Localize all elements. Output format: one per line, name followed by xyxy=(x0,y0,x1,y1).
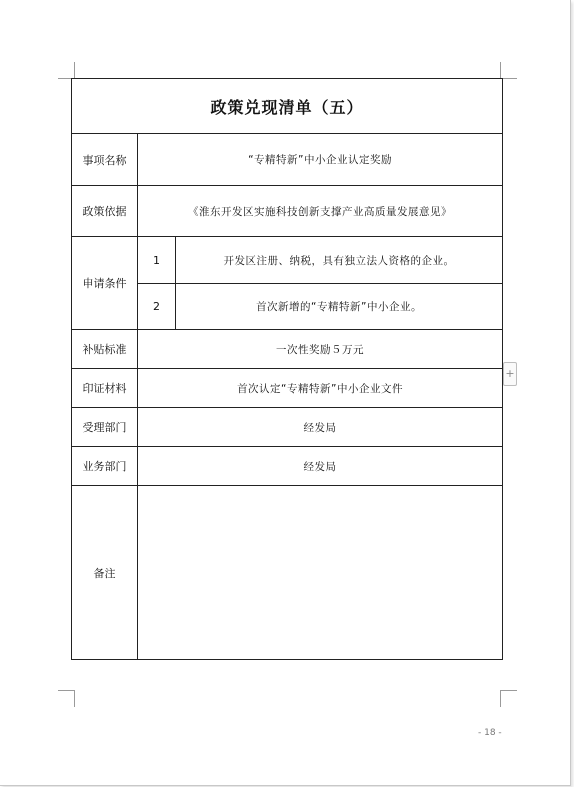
side-expand-tab[interactable]: + xyxy=(503,362,517,386)
page-title: 政策兑现清单（五） xyxy=(72,79,503,134)
condition-index: 2 xyxy=(138,284,176,330)
crop-mark-bottom-left xyxy=(58,690,75,707)
page-number: - 18 - xyxy=(478,728,502,738)
conditions-label: 申请条件 xyxy=(72,237,138,330)
crop-mark-bottom-right xyxy=(500,690,517,707)
remarks-value[interactable] xyxy=(138,486,503,660)
handling-dept-value: 经发局 xyxy=(138,408,503,447)
subsidy-label: 补贴标准 xyxy=(72,330,138,369)
condition-text: 开发区注册、纳税，具有独立法人资格的企业。 xyxy=(176,237,503,284)
item-name-label: 事项名称 xyxy=(72,134,138,186)
handling-dept-label: 受理部门 xyxy=(72,408,138,447)
business-dept-label: 业务部门 xyxy=(72,447,138,486)
condition-index: 1 xyxy=(138,237,176,284)
item-name-value: “专精特新”中小企业认定奖励 xyxy=(138,134,503,186)
crop-mark-top-right xyxy=(500,62,517,79)
condition-text: 首次新增的“专精特新”中小企业。 xyxy=(176,284,503,330)
subsidy-value: 一次性奖励５万元 xyxy=(138,330,503,369)
policy-basis-label: 政策依据 xyxy=(72,186,138,237)
crop-mark-top-left xyxy=(58,62,75,79)
business-dept-value: 经发局 xyxy=(138,447,503,486)
materials-label: 印证材料 xyxy=(72,369,138,408)
remarks-label: 备注 xyxy=(72,486,138,660)
materials-value: 首次认定“专精特新”中小企业文件 xyxy=(138,369,503,408)
policy-table xyxy=(71,78,503,660)
policy-basis-value: 《淮东开发区实施科技创新支撑产业高质量发展意见》 xyxy=(138,186,503,237)
